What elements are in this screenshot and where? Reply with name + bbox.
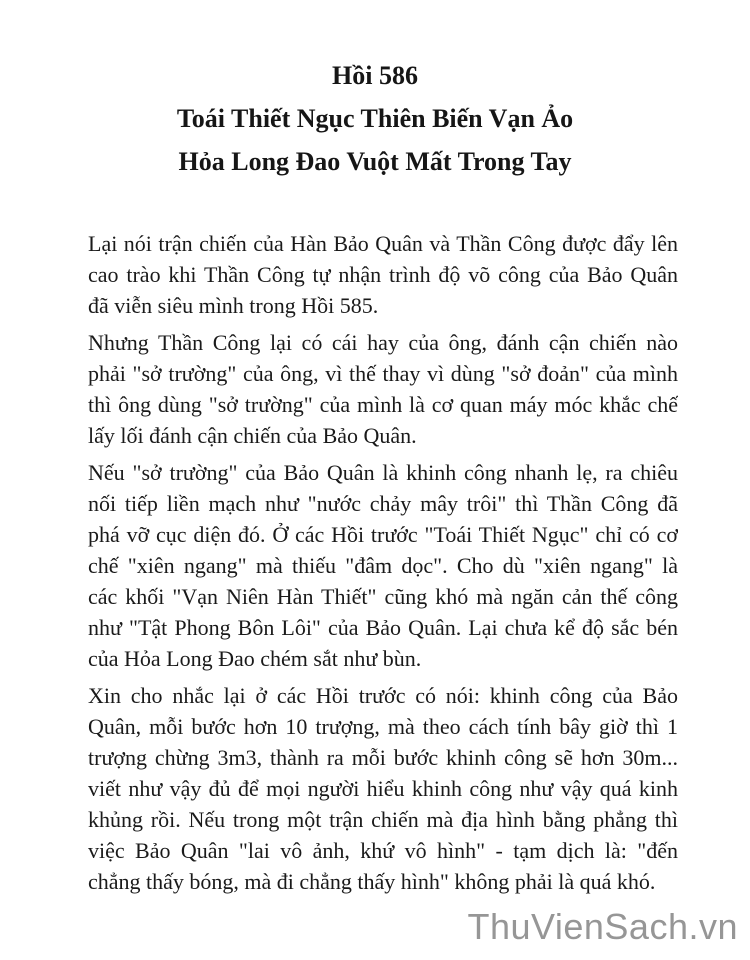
text-line: thì ông dùng "sở trường" của mình là cơ quan máy móc khắc chế (88, 392, 678, 417)
text-line: Lại nói trận chiến của Hàn Bảo Quân và Thần Công được đẩy lên (88, 231, 678, 256)
text-line: của Hỏa Long Đao chém sắt như bùn. (88, 646, 422, 671)
chapter-number: Hồi 586 (332, 61, 418, 90)
paragraph (88, 680, 678, 897)
text-line: việc Bảo Quân "lai vô ảnh, khứ vô hình" - tạm dịch là: "đến (88, 838, 678, 863)
text-line: viết như vậy đủ để mọi người hiểu khinh công như vậy quá kinh (88, 776, 678, 801)
paragraph (88, 228, 678, 321)
text-line: Nhưng Thần Công lại có cái hay của ông, đánh cận chiến nào (88, 330, 678, 355)
body-text (88, 228, 678, 897)
text-line: phá vỡ cục diện đó. Ở các Hồi trước "Toái Thiết Ngục" chỉ có cơ (88, 522, 678, 547)
text-line: trượng chừng 3m3, thành ra mỗi bước khinh công sẽ hơn 30m... (88, 745, 678, 770)
text-line: các khối "Vạn Niên Hàn Thiết" cũng khó mà ngăn cản thế công (88, 584, 678, 609)
text-line: Xin cho nhắc lại ở các Hồi trước có nói: khinh công của Bảo (88, 683, 678, 708)
text-line: đã viễn siêu mình trong Hồi 585. (88, 293, 379, 318)
text-line: chế "xiên ngang" mà thiếu "đâm dọc". Cho dù "xiên ngang" là (88, 553, 678, 578)
text-line: phải "sở trường" của ông, vì thế thay vì dùng "sở đoản" của mình (88, 361, 678, 386)
paragraph (88, 327, 678, 451)
chapter-title-line-2: Hỏa Long Đao Vuột Mất Trong Tay (178, 147, 572, 176)
chapter-heading-block (0, 0, 750, 183)
chapter-title-line-1: Toái Thiết Ngục Thiên Biến Vạn Ảo (176, 104, 574, 133)
text-line: cao trào khi Thần Công tự nhận trình độ võ công của Bảo Quân (88, 262, 678, 287)
text-line: lấy lối đánh cận chiến của Bảo Quân. (88, 423, 417, 448)
text-line: nối tiếp liền mạch như "nước chảy mây trôi" thì Thần Công đã (88, 491, 678, 516)
text-line: như "Tật Phong Bôn Lôi" của Bảo Quân. Lại chưa kể độ sắc bén (88, 615, 678, 640)
paragraph (88, 457, 678, 674)
text-line: khủng rồi. Nếu trong một trận chiến mà địa hình bằng phẳng thì (88, 807, 678, 832)
site-watermark: ThuVienSach.vn (467, 906, 738, 947)
text-line: Quân, mỗi bước hơn 10 trượng, mà theo cách tính bây giờ thì 1 (88, 714, 678, 739)
text-line: chẳng thấy bóng, mà đi chẳng thấy hình" không phải là quá khó. (88, 869, 656, 894)
text-line: Nếu "sở trường" của Bảo Quân là khinh công nhanh lẹ, ra chiêu (88, 460, 678, 485)
